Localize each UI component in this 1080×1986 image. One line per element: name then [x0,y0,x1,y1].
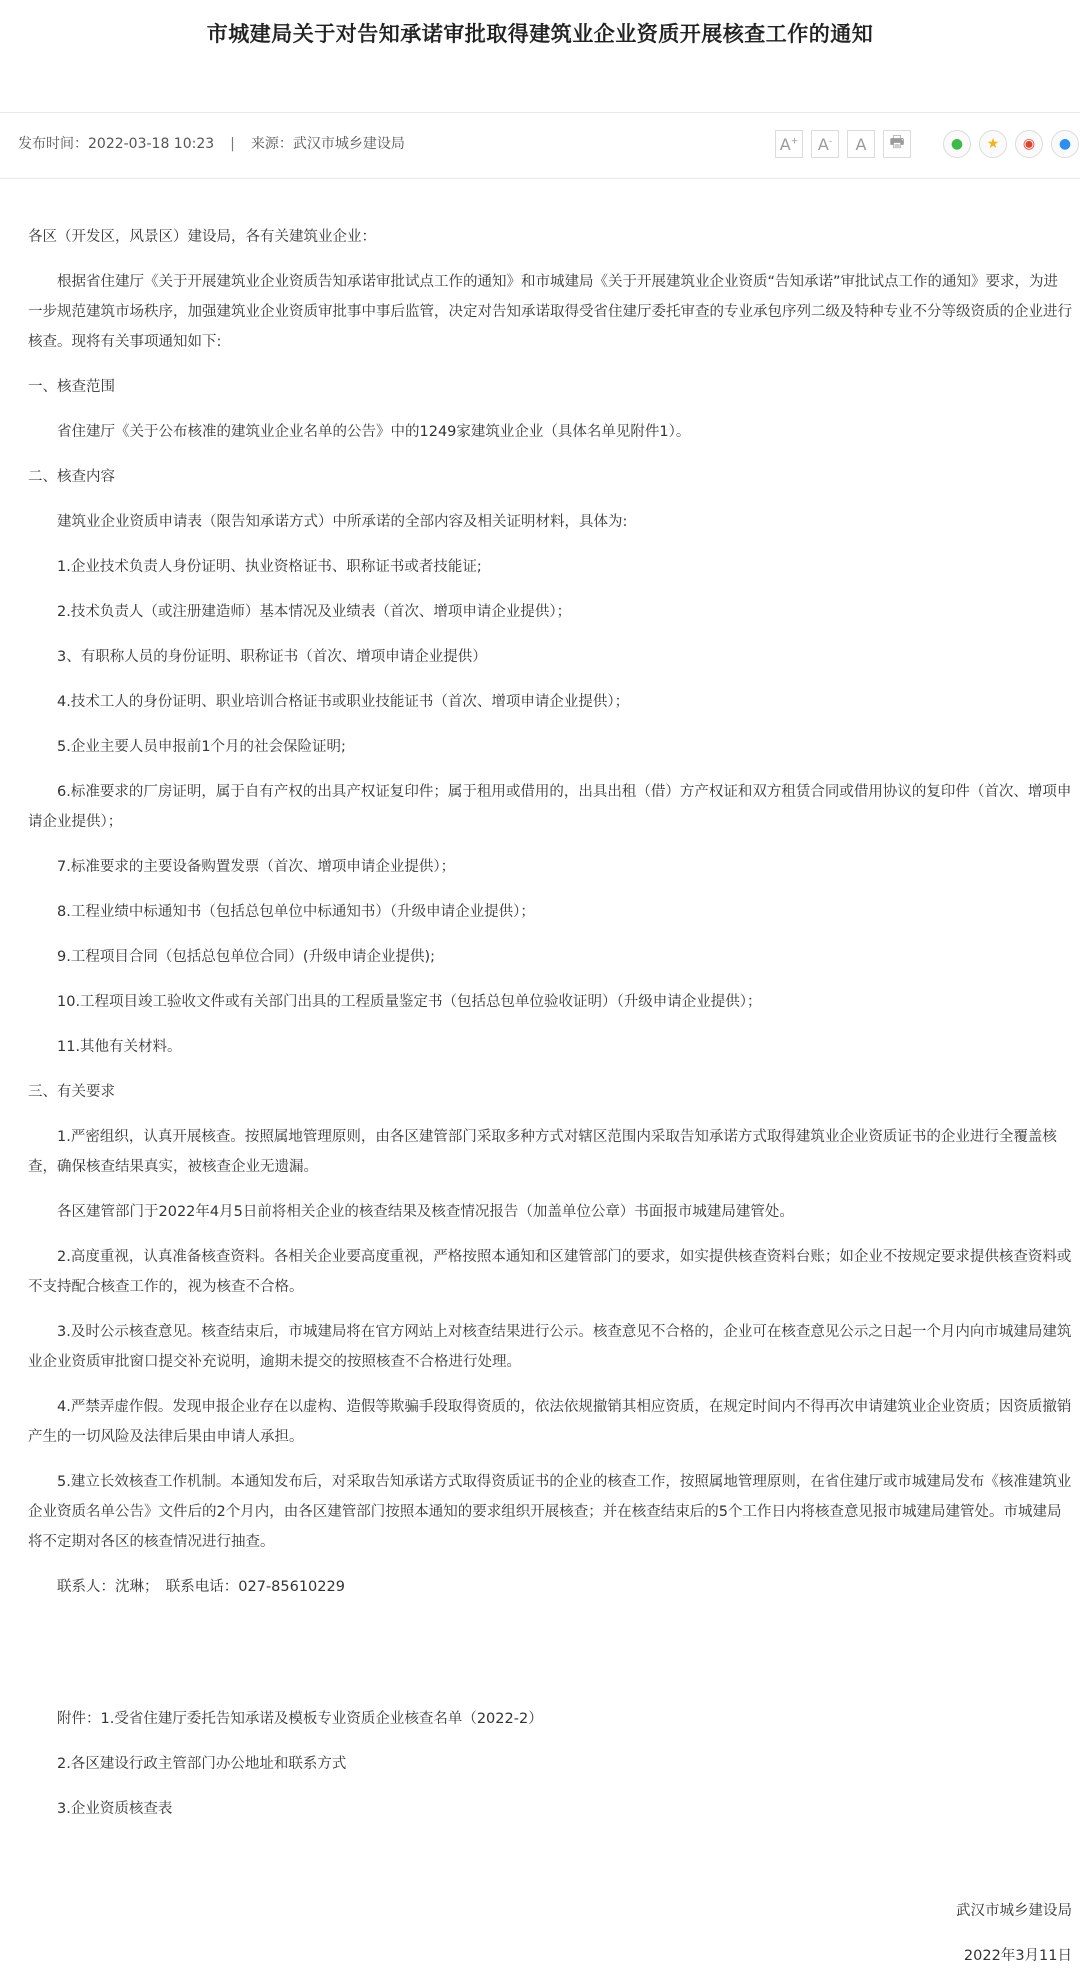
page-title: 市城建局关于对告知承诺审批取得建筑业企业资质开展核查工作的通知 [206,22,874,46]
list-item: 7.标准要求的主要设备购置发票（首次、增项申请企业提供）； [57,859,456,875]
favorite-star-icon: ★ [986,136,1000,152]
salutation: 各区（开发区，风景区）建设局，各有关建筑业企业： [28,229,376,245]
share-weibo-button[interactable] [1015,130,1043,158]
list-item: 2.高度重视，认真准备核查资料。各相关企业要高度重视，严格按照本通知和区建管部门的要求，如实提供核查资料台账；如企业不按规定要求提供核查资料或不支持配合核查工作的，视为核查不合格。 [28,1249,1072,1295]
attachment-link[interactable]: 2.各区建设行政主管部门办公地址和联系方式 [57,1756,347,1772]
attachment-link[interactable]: 附件：1.受省住建厅委托告知承诺及模板专业资质企业核查名单（2022-2） [57,1711,543,1727]
source-value: 武汉市城乡建设局 [292,136,405,152]
signature: 武汉市城乡建设局 [956,1903,1072,1919]
list-item: 4.严禁弄虚作假。发现申报企业存在以虚构、造假等欺骗手段取得资质的，依法依规撤销其相应资质，在规定时间内不得再次申请建筑业企业资质；因资质撤销产生的一切风险及法律后果由申请人承担。 [28,1399,1072,1445]
article-body [28,222,1072,1986]
font-increase-button[interactable] [775,130,803,158]
list-item: 2.技术负责人（或注册建造师）基本情况及业绩表（首次、增项申请企业提供）； [57,604,572,620]
list-item: 11.其他有关材料。 [57,1039,182,1055]
list-item: 3.及时公示核查意见。核查结束后，市城建局将在官方网站上对核查结果进行公示。核查意见不合格的，企业可在核查意见公示之日起一个月内向市城建局建筑业企业资质审批窗口提交补充说明，逾期未提交的按照核查不合格进行处理。 [28,1324,1072,1370]
font-size-tools [775,130,919,158]
list-item: 6.标准要求的厂房证明，属于自有产权的出具产权证复印件；属于租用或借用的，出具出租（借）方产权证和双方租赁合同或借用协议的复印件（首次、增项申请企业提供）； [28,784,1072,830]
meta-bar [0,112,1080,179]
list-item: 1.严密组织，认真开展核查。按照属地管理原则，由各区建管部门采取多种方式对辖区范围内采取告知承诺方式取得建筑业企业资质证书的企业进行全覆盖核查，确保核查结果真实，被核查企业无遗漏。 [28,1129,1057,1175]
list-item: 5.企业主要人员申报前1个月的社会保险证明; [57,739,346,755]
font-default-button[interactable] [847,130,875,158]
list-item: 9.工程项目合同（包括总包单位合同）(升级申请企业提供); [57,949,436,965]
list-item: 5.建立长效核查工作机制。本通知发布后，对采取告知承诺方式取得资质证书的企业的核查工作，按照属地管理原则，在省住建厅或市城建局发布《核准建筑业企业资质名单公告》文件后的2个月内，由各区建管部门按照本通知的要求组织开展核查；并在核查结束后的5个工作日内将核查意见报市城建局建管处。市城建局将不定期对各区的核查情况进行抽查。 [28,1474,1072,1550]
section-paragraph: 省住建厅《关于公布核准的建筑业企业名单的公告》中的1249家建筑业企业（具体名单见附件1）。 [57,424,691,440]
intro-paragraph: 根据省住建厅《关于开展建筑业企业资质告知承诺审批试点工作的通知》和市城建局《关于开展建筑业企业资质“告知承诺”审批试点工作的通知》要求，为进一步规范建筑市场秩序，加强建筑业企业资质审批事中事后监管，决定对告知承诺取得受省住建厅委托审查的专业承包序列二级及特种专业不分等级资质的企业进行核查。现将有关事项通知如下: [28,274,1072,350]
section-heading: 二、核查内容 [28,469,115,485]
issue-date: 2022年3月11日 [963,1948,1072,1964]
favorite-button[interactable] [979,130,1007,158]
meta-separator: | [230,136,235,152]
contact-info: 联系人：沈琳； 联系电话：027-85610229 [57,1579,345,1595]
font-decrease-icon: A- [817,134,833,154]
source-label: 来源： [250,136,293,152]
print-icon: 🖶 [889,131,905,151]
list-item: 各区建管部门于2022年4月5日前将相关企业的核查结果及核查情况报告（加盖单位公章）书面报市城建局建管处。 [57,1204,794,1220]
section-heading: 三、有关要求 [28,1084,115,1100]
attachment-link[interactable]: 3.企业资质核查表 [57,1801,173,1817]
list-item: 1.企业技术负责人身份证明、执业资格证书、职称证书或者技能证; [57,559,482,575]
section-heading: 一、核查范围 [28,379,115,395]
wechat-icon: ● [950,136,964,152]
list-item: 3、有职称人员的身份证明、职称证书（首次、增项申请企业提供） [57,649,487,665]
publish-info [18,133,405,155]
list-item: 8.工程业绩中标通知书（包括总包单位中标通知书）（升级申请企业提供）； [57,904,535,920]
print-button[interactable] [883,130,911,158]
publish-label: 发布时间： [18,136,88,152]
list-item: 4.技术工人的身份证明、职业培训合格证书或职业技能证书（首次、增项申请企业提供）； [57,694,630,710]
list-item: 10.工程项目竣工验收文件或有关部门出具的工程质量鉴定书（包括总包单位验收证明）（升级申请企业提供）； [57,994,762,1010]
weibo-icon: ◉ [1022,136,1036,152]
qq-icon: ● [1058,136,1072,152]
share-wechat-button[interactable] [943,130,971,158]
share-tools [943,130,1080,158]
share-qq-button[interactable] [1051,130,1079,158]
font-increase-icon: A+ [779,134,799,154]
font-decrease-button[interactable] [811,130,839,158]
font-default-icon: A [855,134,867,154]
publish-time: 2022-03-18 10:23 [88,136,215,152]
section-paragraph: 建筑业企业资质申请表（限告知承诺方式）中所承诺的全部内容及相关证明材料，具体为: [57,514,628,530]
